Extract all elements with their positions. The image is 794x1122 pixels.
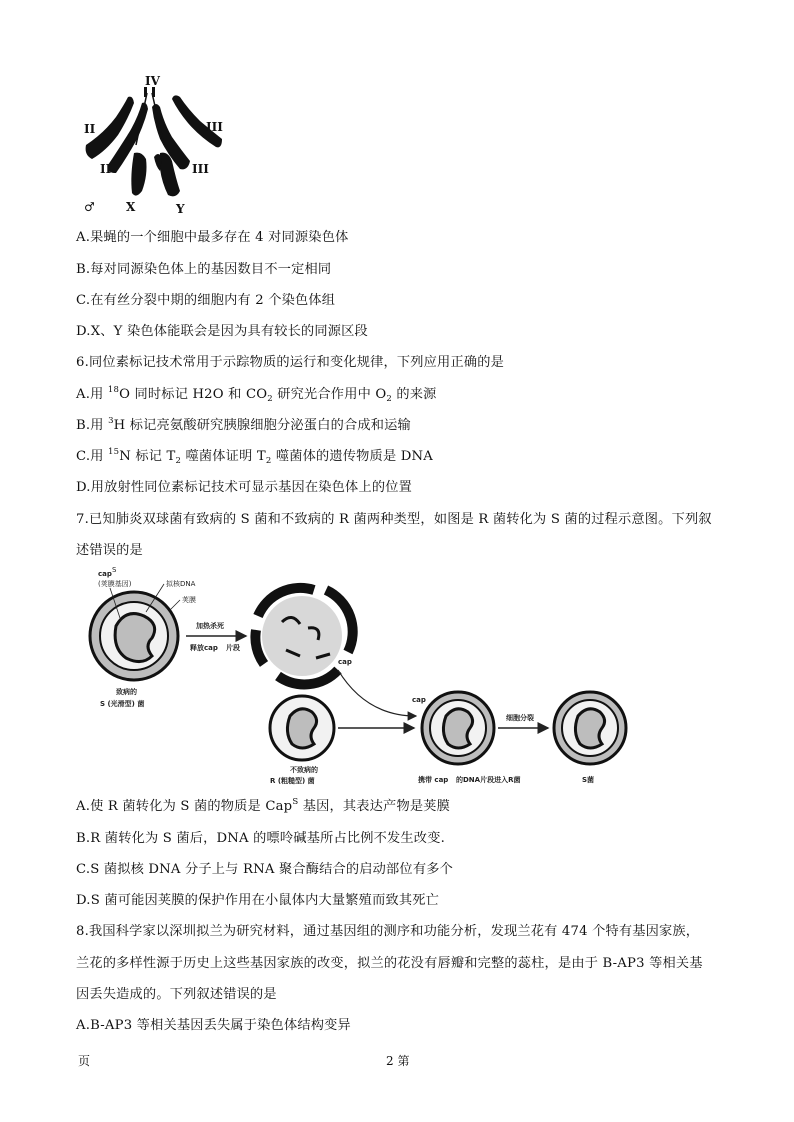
- heat-kill-label: 加热杀死: [196, 622, 224, 630]
- s-final-label: S菌: [582, 776, 595, 784]
- fragment-label: cap: [338, 658, 352, 666]
- q6-option-c: C.用 $^{15}$N 标记 $T_2$ 噬菌体证明 $T_2$ 噬菌体的遗传物质是 DNA: [76, 447, 433, 466]
- r-bacterium: [270, 696, 334, 760]
- label-ii-lower: II: [100, 162, 112, 176]
- q5-option-d: D.X、Y 染色体能联会是因为具有较长的同源区段: [76, 324, 368, 339]
- capsule-label: 荚膜: [182, 596, 196, 604]
- q6-option-a: A.用 $^{18}$O 同时标记 H2O 和 $CO_2$ 研究光合作用中 $O_2$ 的来源: [76, 385, 437, 404]
- q5-option-a: A.果蝇的一个细胞中最多存在 4 对同源染色体: [76, 230, 349, 245]
- carry-label: 携带 cap: [418, 776, 449, 784]
- label-male: ♂: [84, 200, 95, 214]
- s-label-2: S (光滑型) 菌: [100, 700, 145, 708]
- q7-stem-line2: 述错误的是: [76, 543, 143, 558]
- transformation-figure: [86, 566, 646, 786]
- q6-option-d: D.用放射性同位素标记技术可显示基因在染色体上的位置: [76, 480, 412, 495]
- transformed-bacterium: [422, 692, 494, 764]
- q6-option-b: B.用 $^3$H 标记亮氨酸研究胰腺细胞分泌蛋白的合成和运输: [76, 416, 411, 433]
- r-label-1: 不致病的: [290, 766, 318, 774]
- divide-label: 细胞分裂: [506, 714, 534, 722]
- label-x: X: [126, 200, 136, 214]
- r-label-2: R (粗糙型) 菌: [270, 777, 315, 785]
- q6-stem: 6.同位素标记技术常用于示踪物质的运行和变化规律，下列应用正确的是: [76, 355, 504, 370]
- q8-option-a: A.B-AP3 等相关基因丢失属于染色体结构变异: [76, 1018, 351, 1033]
- q7-option-b: B.R 菌转化为 S 菌后，DNA 的嘌呤碱基所占比例不发生改变.: [76, 831, 445, 846]
- final-s-bacterium: [554, 692, 626, 764]
- cap-gene-sup: S: [112, 566, 117, 574]
- q8-stem-line2: 兰花的多样性源于历史上这些基因家族的改变，拟兰的花没有唇瓣和完整的蕊柱，是由于 B-AP3 等相关基: [76, 956, 703, 971]
- q5-option-c: C.在有丝分裂中期的细胞内有 2 个染色体组: [76, 293, 336, 308]
- q7-option-d: D.S 菌可能因荚膜的保护作用在小鼠体内大量繁殖而致其死亡: [76, 893, 440, 908]
- q7-stem-line1: 7.已知肺炎双球菌有致病的 S 菌和不致病的 R 菌两种类型，如图是 R 菌转化为 S 菌的过程示意图。下列叙: [76, 512, 712, 527]
- chromosome-figure: [76, 75, 226, 215]
- footer-left: 页: [78, 1054, 91, 1068]
- capsule-gene-label: (荚膜基因): [98, 580, 132, 588]
- footer-page-number: 2 第: [386, 1054, 410, 1068]
- cap-gene-label: cap: [98, 570, 112, 578]
- s-label-1: 致病的: [116, 688, 137, 696]
- q5-option-b: B.每对同源染色体上的基因数目不一定相同: [76, 262, 332, 277]
- q7-option-a: A.使 R 菌转化为 S 菌的物质是 Cap$^S$ 基因，其表达产物是荚膜: [76, 797, 450, 814]
- fragment-label-2: cap: [412, 696, 426, 704]
- s-bacterium: [90, 592, 178, 680]
- nucleoid-dna-label: 拟核DNA: [166, 580, 196, 588]
- label-iii-right: III: [206, 120, 223, 134]
- q7-option-c: C.S 菌拟核 DNA 分子上与 RNA 聚合酶结合的启动部位有多个: [76, 862, 453, 877]
- label-ii-left: II: [84, 122, 96, 136]
- chromosome-x: [131, 153, 146, 196]
- label-iv: IV: [145, 74, 160, 88]
- label-iii-lower: III: [192, 162, 209, 176]
- q8-stem-line1: 8.我国科学家以深圳拟兰为研究材料，通过基因组的测序和功能分析，发现兰花有 474 个特有基因家族，: [76, 924, 700, 939]
- label-y: Y: [176, 202, 185, 216]
- release-label: 释放cap: [190, 644, 218, 652]
- q8-stem-line3: 因丢失造成的。下列叙述错误的是: [76, 987, 277, 1002]
- release-label-2: 片段: [226, 644, 240, 652]
- carry-label-2: 的DNA片段进入R菌: [456, 776, 521, 784]
